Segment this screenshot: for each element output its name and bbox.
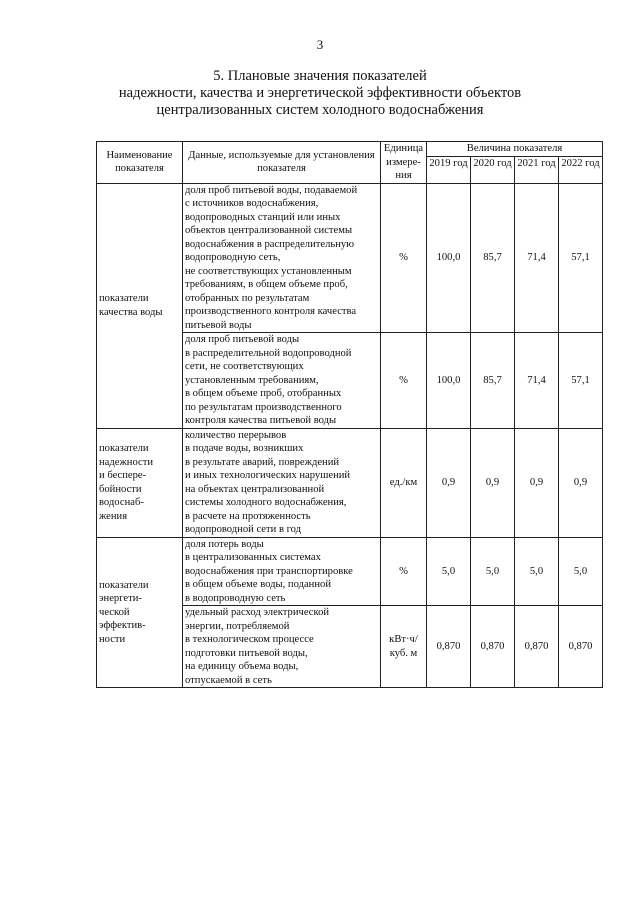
description-cell: доля проб питьевой воды, подаваемой с источников водоснабжения, водопроводных станций или иных объектов централизованной системы водоснабжения в распределительную водопроводную сеть, не соответствующих установленным требованиям, в общем объеме проб, отобранных по результатам производственного контроля качества питьевой воды: [183, 183, 381, 333]
value-cell: 0,9: [559, 428, 603, 537]
value-cell: 71,4: [515, 183, 559, 333]
value-cell: 0,9: [427, 428, 471, 537]
title-line-1: 5. Плановые значения показателей: [213, 68, 427, 84]
header-unit: Единица измере-ния: [381, 142, 427, 184]
category-cell: показатели надежности и беспере- бойности водоснаб- жения: [97, 428, 183, 537]
value-cell: 0,9: [471, 428, 515, 537]
description-cell: доля потерь воды в централизованных системах водоснабжения при транспортировке в общем объеме воды, поданной в водопроводную сеть: [183, 537, 381, 606]
header-value: Величина показателя: [427, 142, 603, 157]
header-year-2021: 2021 год: [515, 156, 559, 183]
unit-cell: %: [381, 333, 427, 429]
value-cell: 5,0: [471, 537, 515, 606]
document-title: [0, 68, 640, 119]
value-cell: 0,870: [559, 606, 603, 688]
category-cell: показатели качества воды: [97, 183, 183, 428]
title-line-3: централизованных систем холодного водоснабжения: [156, 102, 484, 118]
description-cell: доля проб питьевой воды в распределительной водопроводной сети, не соответствующих установленным требованиям, в общем объеме проб, отобранных по результатам производственного контроля качества питьевой воды: [183, 333, 381, 429]
unit-cell: кВт·ч/ куб. м: [381, 606, 427, 688]
table-row: [97, 537, 603, 606]
value-cell: 100,0: [427, 333, 471, 429]
unit-cell: %: [381, 183, 427, 333]
table-row: [97, 183, 603, 333]
page-number: 3: [316, 37, 324, 52]
value-cell: 0,870: [471, 606, 515, 688]
table-row: [97, 428, 603, 537]
value-cell: 71,4: [515, 333, 559, 429]
unit-cell: ед./км: [381, 428, 427, 537]
value-cell: 100,0: [427, 183, 471, 333]
header-row: [97, 142, 603, 157]
header-year-2020: 2020 год: [471, 156, 515, 183]
value-cell: 0,870: [515, 606, 559, 688]
unit-cell: %: [381, 537, 427, 606]
header-year-2022: 2022 год: [559, 156, 603, 183]
header-year-2019: 2019 год: [427, 156, 471, 183]
category-cell: показатели энергети- ческой эффектив- ности: [97, 537, 183, 688]
description-cell: количество перерывов в подаче воды, возникших в результате аварий, повреждений и иных технологических нарушений на объектах централизованной системы холодного водоснабжения, в расчете на протяженность водопроводной сети в год: [183, 428, 381, 537]
title-line-2: надежности, качества и энергетической эффективности объектов: [118, 85, 522, 101]
value-cell: 57,1: [559, 183, 603, 333]
value-cell: 85,7: [471, 183, 515, 333]
value-cell: 5,0: [515, 537, 559, 606]
value-cell: 0,870: [427, 606, 471, 688]
value-cell: 5,0: [427, 537, 471, 606]
value-cell: 5,0: [559, 537, 603, 606]
indicators-table: [96, 141, 603, 688]
value-cell: 0,9: [515, 428, 559, 537]
value-cell: 85,7: [471, 333, 515, 429]
header-data: Данные, используемые для установления показателя: [183, 142, 381, 184]
description-cell: удельный расход электрической энергии, потребляемой в технологическом процессе подготовки питьевой воды, на единицу объема воды, отпускаемой в сеть: [183, 606, 381, 688]
header-name: Наименование показателя: [97, 142, 183, 184]
value-cell: 57,1: [559, 333, 603, 429]
